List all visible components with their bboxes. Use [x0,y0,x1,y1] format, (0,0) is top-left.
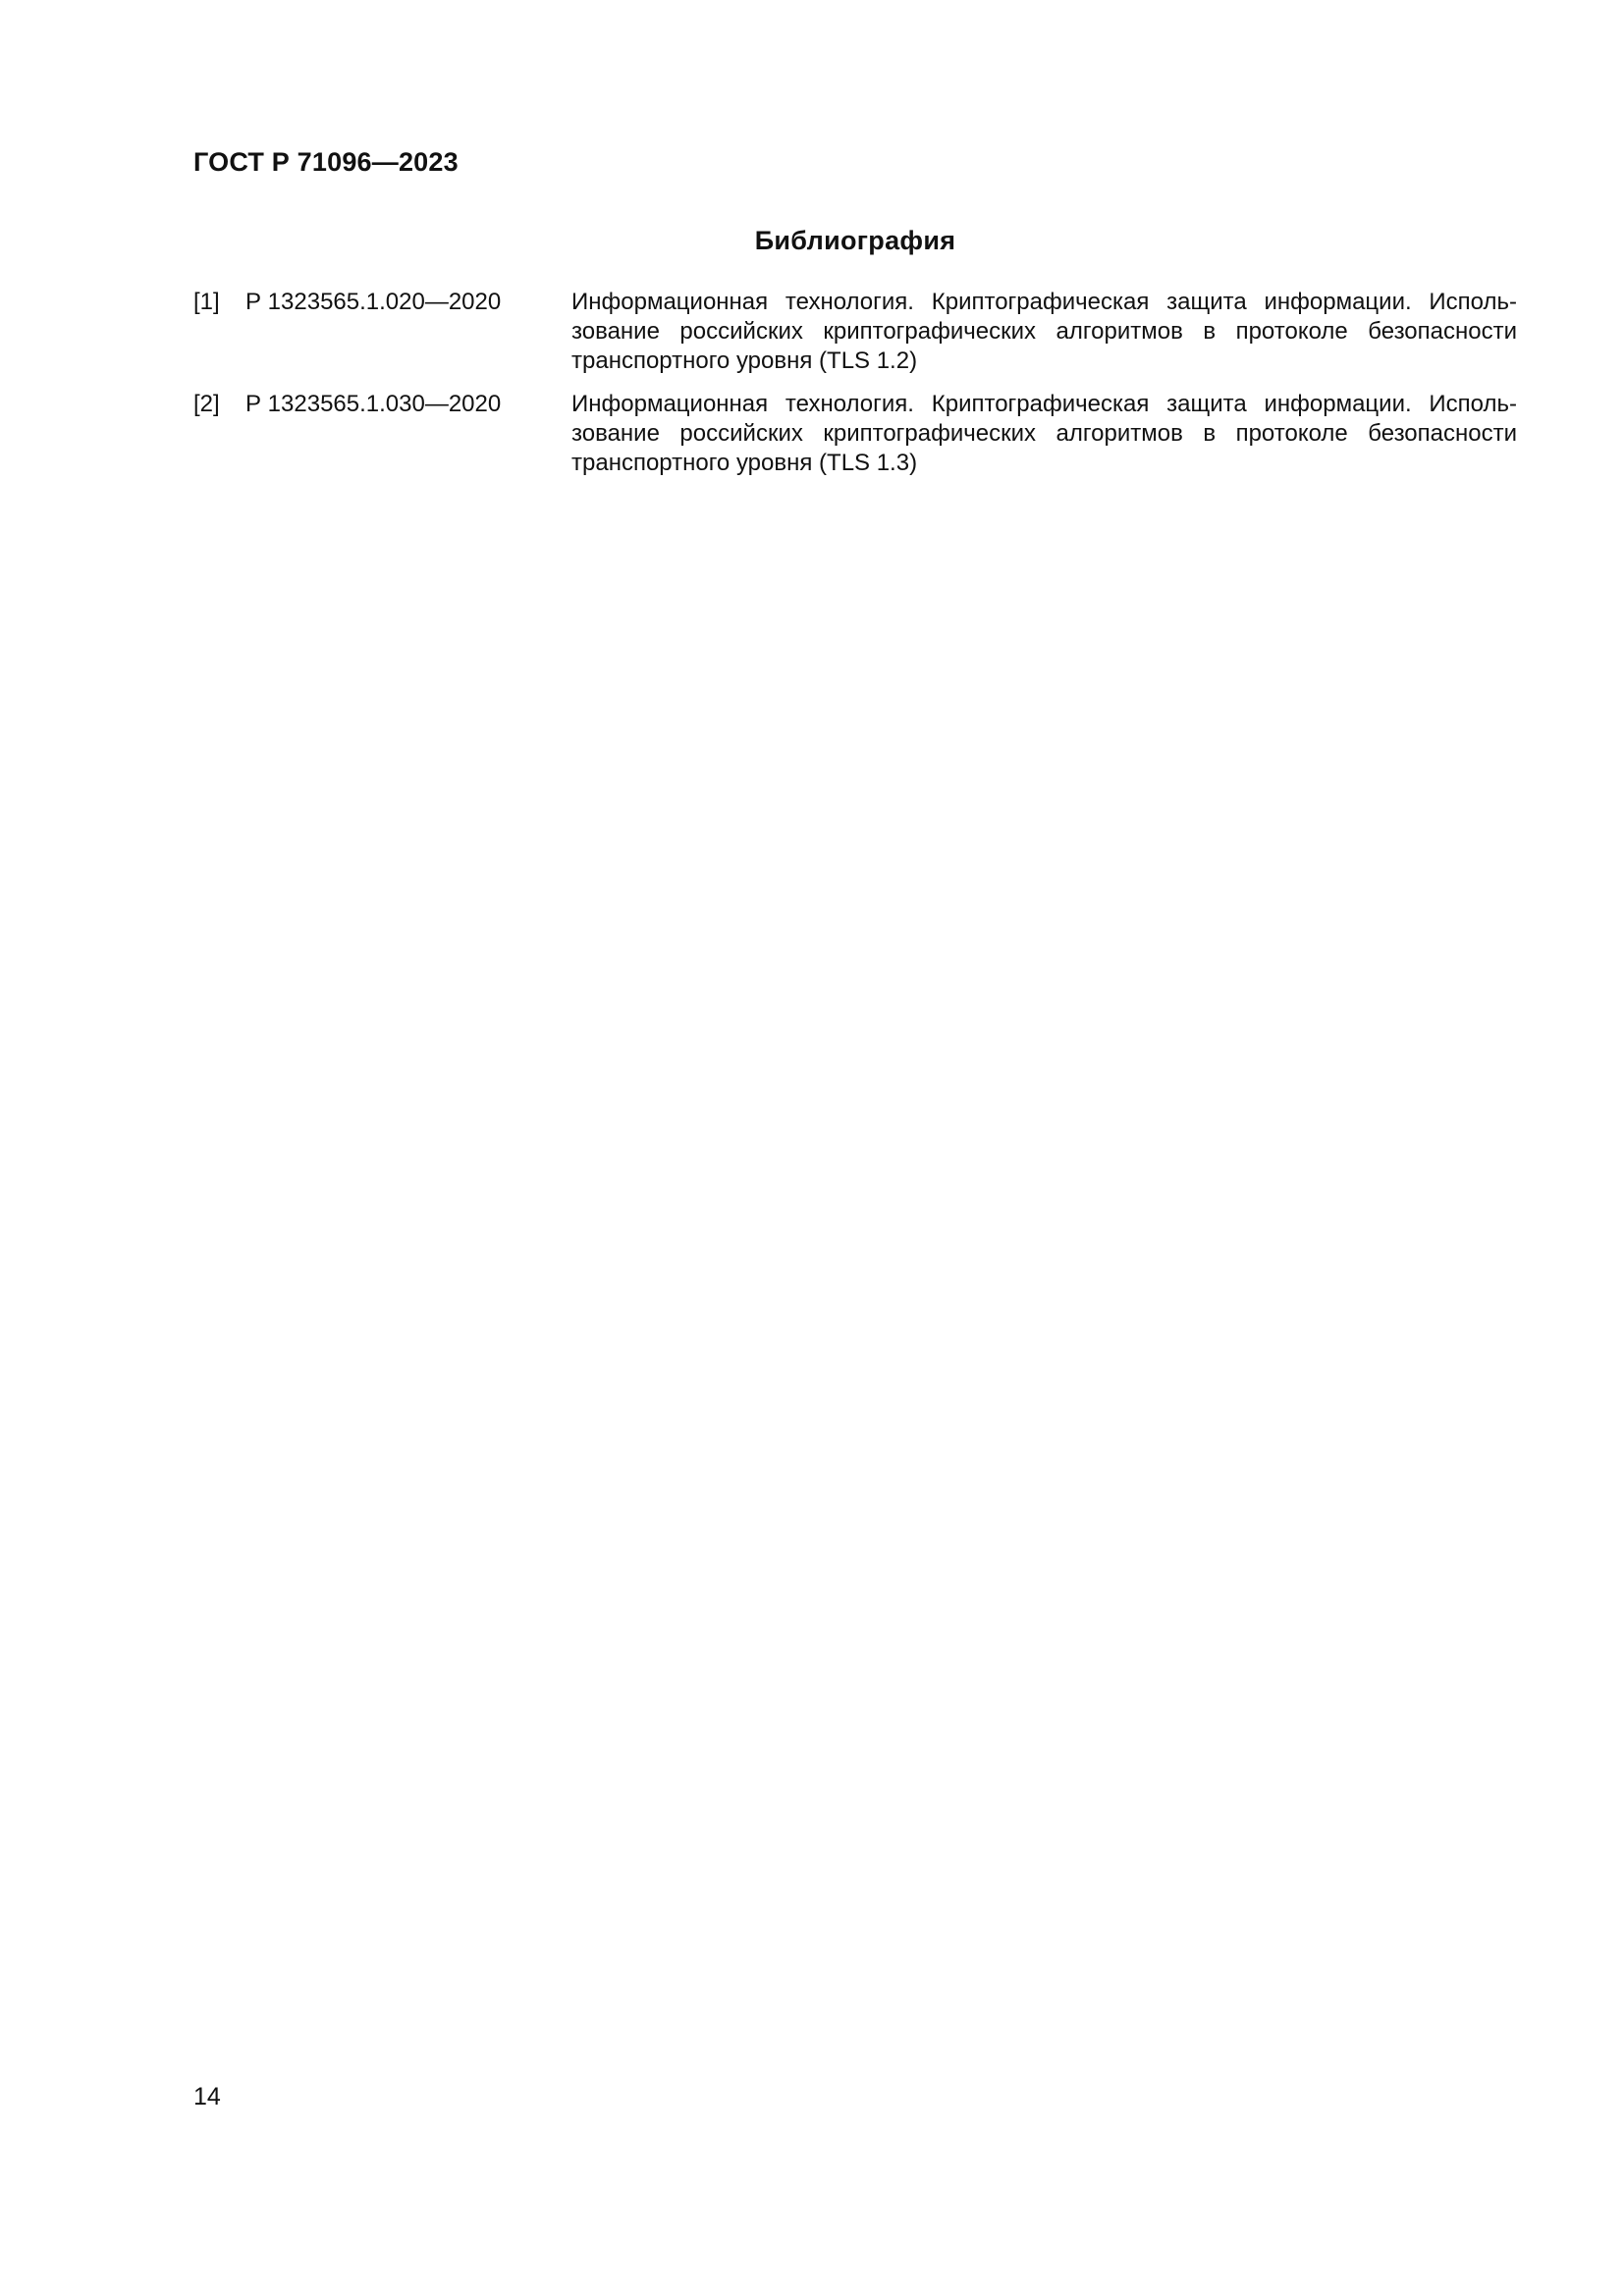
entry-title: Информационная технология. Криптографическая защита информации. Исполь-зование российских криптографических алгоритмов в протоколе безопасности транспортного уровня (TLS 1.2) [571,289,1517,374]
entry-code: Р 1323565.1.020—2020 [245,289,502,315]
bibliography-list [193,288,1517,492]
entry-code: Р 1323565.1.030—2020 [245,391,502,417]
page-number: 14 [193,2083,221,2110]
entry-number: [1] [193,289,220,315]
section-title: Библиография [754,226,956,255]
bibliography-entry [193,288,1517,376]
entry-number: [2] [193,391,220,417]
document-header: ГОСТ Р 71096—2023 [193,147,459,177]
entry-title: Информационная технология. Криптографическая защита информации. Исполь-зование российских криптографических алгоритмов в протоколе безопасности транспортного уровня (TLS 1.3) [571,391,1517,476]
bibliography-entry [193,390,1517,478]
